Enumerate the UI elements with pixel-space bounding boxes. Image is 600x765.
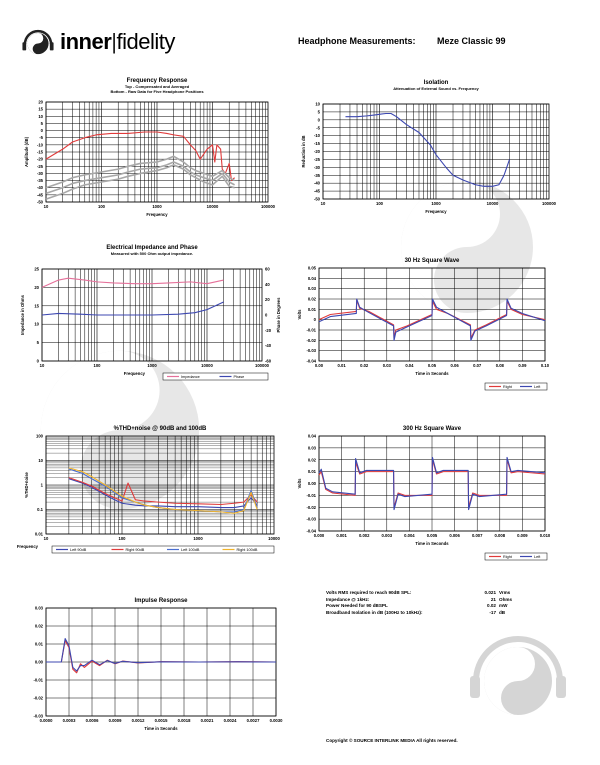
x-tick-label: 0.0006: [85, 718, 99, 723]
chart-svg: [300, 80, 590, 220]
y-axis-label: Impedance in Ohms: [20, 295, 25, 335]
legend: [52, 546, 274, 553]
chart-svg: [0, 592, 290, 742]
spec-value: 21: [490, 596, 496, 602]
y-tick-label: 0.05: [307, 265, 316, 271]
legend-label: Right 100dB: [236, 548, 258, 552]
y-tick-label: -50: [313, 196, 320, 202]
y-tick-label: 1: [40, 482, 43, 488]
y-tick-label: -25: [36, 163, 43, 169]
x-axis-label: Time in Seconds: [144, 726, 178, 731]
y-tick-label: -20: [36, 156, 43, 162]
x-axis-label: Time in Seconds: [415, 541, 449, 546]
y2-tick-label: -40: [265, 343, 272, 349]
legend-label: Left: [534, 385, 541, 389]
y-tick-label: -10: [36, 142, 43, 148]
x-axis-label: Time in Seconds: [415, 371, 449, 376]
y-tick-label: -45: [36, 192, 43, 198]
spec-value: 0.021: [484, 590, 496, 595]
y-tick-label: -0.03: [306, 516, 316, 522]
x-tick-label: 0.0003: [62, 718, 76, 723]
x-tick-label: 0.0000: [39, 718, 53, 723]
series-line: [42, 278, 224, 287]
x-tick-label: 0.04: [405, 363, 414, 368]
x-tick-label: 0.0015: [154, 718, 168, 723]
x-tick-label: 10: [43, 536, 49, 541]
x-tick-label: 0.0009: [108, 718, 122, 723]
legend-label: Left 100dB: [181, 548, 200, 552]
y-tick-label: 0: [313, 317, 316, 323]
x-tick-label: 0.0012: [131, 718, 145, 723]
spec-row: [326, 610, 512, 617]
y-tick-label: -40: [313, 180, 320, 186]
x-tick-label: 10: [39, 363, 45, 368]
spec-label: Impedance @ 1kHz:: [326, 596, 370, 602]
y-tick-label: -0.03: [33, 713, 43, 719]
x-tick-label: 0.0021: [200, 718, 214, 723]
x-tick-label: 10000: [201, 363, 213, 368]
y-tick-label: -0.03: [306, 348, 316, 354]
y-tick-label: 0.03: [307, 445, 316, 451]
isolation-chart: [300, 80, 590, 220]
series-line: [42, 302, 224, 315]
chart-subtitle: Bottom - Raw Data for Five Headphone Positions: [110, 89, 204, 94]
spec-label: Volts RMS required to reach 90dB SPL:: [326, 590, 412, 595]
x-tick-label: 0.10: [540, 363, 550, 368]
impedance-phase-chart: [0, 243, 290, 403]
chart-title: 30 Hz Square Wave: [404, 258, 460, 264]
x-tick-label: 0.07: [473, 363, 482, 368]
y-tick-label: -0.01: [33, 677, 43, 683]
chart-svg: [0, 243, 290, 403]
y-tick-label: -0.02: [306, 337, 316, 343]
y-tick-label: 0.01: [34, 531, 43, 537]
chart-title: Electrical Impedance and Phase: [106, 245, 198, 251]
y-tick-label: -0.04: [306, 528, 316, 534]
y-tick-label: 0.04: [307, 433, 316, 439]
x-tick-label: 10: [43, 204, 49, 209]
x-tick-label: 1000: [193, 536, 203, 541]
y-tick-label: -35: [36, 178, 43, 184]
chart-subtitle: Measured with 500 Ohm output impedance.: [110, 251, 194, 256]
legend-label: Impedance: [181, 375, 200, 379]
y-tick-label: 0.03: [34, 605, 43, 611]
y-tick-label: 20: [38, 99, 43, 105]
yin-yang-headphone-icon: [22, 28, 54, 56]
x-tick-label: 100000: [255, 363, 269, 368]
x-tick-label: 0.000: [313, 533, 325, 538]
x-tick-label: 0.08: [495, 363, 504, 368]
x-axis-label: Frequency: [425, 209, 447, 214]
x-tick-label: 100000: [542, 201, 556, 206]
x-axis-label: Frequency: [16, 544, 38, 549]
x-tick-label: 0.0030: [269, 718, 283, 723]
y2-tick-label: 40: [265, 281, 270, 287]
spec-unit: mW: [499, 603, 508, 609]
y-tick-label: 0.01: [34, 641, 43, 647]
legend-label: Right 90dB: [125, 548, 145, 552]
x-tick-label: 100: [93, 363, 101, 368]
y-tick-label: -0.01: [306, 492, 316, 498]
y-tick-label: -30: [313, 164, 320, 170]
x-tick-label: 0.06: [450, 363, 459, 368]
x-tick-label: 0.0018: [177, 718, 191, 723]
chart-title: Impulse Response: [134, 598, 188, 604]
x-tick-label: 100: [118, 536, 126, 541]
x-tick-label: 10000: [268, 536, 280, 541]
x-tick-label: 1000: [152, 204, 162, 209]
y-tick-label: -0.02: [306, 504, 316, 510]
spec-row: [326, 590, 512, 597]
x-tick-label: 10000: [486, 201, 499, 206]
y-tick-label: 0.01: [307, 306, 316, 312]
legend-label: Phase: [233, 375, 245, 379]
y2-axis-label: Phase in Degrees: [276, 297, 281, 333]
y-tick-label: -40: [36, 185, 43, 191]
x-tick-label: 0.008: [494, 533, 506, 538]
spec-unit: Vrms: [499, 590, 511, 595]
measurements-label: Headphone Measurements:: [298, 36, 416, 46]
x-tick-label: 0.003: [381, 533, 393, 538]
y2-tick-label: -60: [265, 358, 272, 364]
y-tick-label: -10: [313, 133, 320, 139]
legend-label: Left: [534, 555, 541, 559]
legend-label: Right: [503, 385, 512, 389]
chart-title: Frequency Response: [126, 78, 188, 84]
chart-subtitle: Attenuation of External Sound vs. Frequency: [393, 86, 479, 91]
y-tick-label: 0.00: [34, 659, 43, 665]
specs-table: [326, 590, 512, 616]
y-tick-label: -15: [36, 149, 43, 155]
y-tick-label: -0.01: [306, 327, 316, 333]
x-tick-label: 0.005: [426, 533, 438, 538]
watermark-logo-icon: [468, 626, 568, 726]
grid: [46, 436, 274, 534]
spec-row: [326, 603, 512, 610]
y-tick-label: 25: [34, 266, 39, 272]
y-tick-label: 0.00: [307, 481, 316, 486]
y-tick-label: 10: [34, 321, 39, 327]
x-tick-label: 10: [320, 201, 326, 206]
x-tick-label: 0.010: [539, 533, 551, 538]
y-tick-label: 10: [315, 101, 320, 107]
y-tick-label: -5: [316, 125, 320, 131]
y-tick-label: -50: [36, 199, 43, 205]
y-tick-label: 0.04: [307, 275, 316, 281]
x-tick-label: 0.00: [314, 363, 324, 368]
y-tick-label: 5: [36, 340, 39, 346]
x-tick-label: 0.01: [337, 363, 346, 368]
y-tick-label: -30: [36, 170, 43, 176]
x-tick-label: 0.006: [449, 533, 460, 538]
x-tick-label: 0.09: [518, 363, 527, 368]
y-tick-label: -15: [313, 141, 320, 147]
y-tick-label: 0.02: [34, 623, 43, 629]
y-tick-label: 0.02: [307, 457, 316, 463]
y-axis-label: Volts: [297, 309, 302, 320]
x-tick-label: 100: [98, 204, 105, 209]
legend: [163, 373, 268, 380]
y-tick-label: 0.03: [307, 286, 316, 292]
x-axis-label: Frequency: [123, 371, 145, 376]
thd-noise-chart: [0, 420, 290, 570]
legend: [485, 383, 547, 390]
x-tick-label: 0.009: [517, 533, 528, 538]
y-tick-label: -5: [39, 135, 43, 141]
x-tick-label: 0.02: [360, 363, 369, 368]
x-tick-label: 0.0024: [223, 718, 237, 723]
model-name: Meze Classic 99: [437, 36, 506, 46]
x-tick-label: 0.004: [404, 533, 415, 538]
x-tick-label: 0.002: [358, 533, 370, 538]
spec-label: Power Needed for 90 dBSPL: [326, 603, 388, 609]
y-tick-label: 10: [38, 113, 43, 119]
copyright-text: Copyright © SOURCE INTERLINK MEDIA All rights reserved.: [326, 738, 458, 743]
brand-logo: [22, 24, 175, 60]
y-axis-label: Amplitude (dB): [24, 136, 29, 168]
spec-unit: Ohms: [499, 596, 513, 602]
x-tick-label: 0.0027: [246, 718, 260, 723]
y2-tick-label: 0: [265, 312, 268, 318]
legend: [485, 553, 547, 560]
y2-tick-label: 60: [265, 266, 270, 272]
chart-svg: [0, 72, 290, 222]
spec-value: 0.02: [487, 603, 496, 609]
y-tick-label: -0.04: [306, 358, 316, 364]
y-axis-label: %THD+noise: [24, 472, 29, 498]
y-tick-label: -25: [313, 156, 320, 162]
spec-value: -17: [489, 609, 496, 615]
y-tick-label: 0: [317, 117, 320, 123]
chart-title: %THD+noise @ 90dB and 100dB: [113, 426, 207, 432]
chart-title: Isolation: [423, 80, 449, 86]
x-tick-label: 10000: [206, 204, 219, 209]
chart-svg: [0, 420, 290, 570]
brand-name: inner|fidelity: [60, 29, 175, 54]
y-tick-label: 15: [34, 303, 39, 309]
x-axis-label: Frequency: [146, 212, 168, 217]
y-tick-label: 10: [38, 458, 43, 463]
x-tick-label: 0.007: [471, 533, 483, 538]
spec-unit: dB: [499, 609, 506, 615]
y-tick-label: 5: [317, 109, 320, 115]
x-tick-label: 0.001: [336, 533, 347, 538]
legend-label: Left 90dB: [70, 548, 87, 552]
y-tick-label: -0.02: [33, 695, 43, 701]
spec-label: Broadband Isolation in dB (100Hz to 10kHz):: [326, 609, 423, 615]
y-tick-label: 0.01: [307, 469, 316, 475]
chart-svg: [297, 420, 590, 570]
legend-label: Right: [503, 555, 512, 559]
grid: [323, 104, 549, 199]
y-tick-label: -20: [313, 149, 320, 154]
chart-subtitle: Top - Compensated and Averaged: [124, 84, 190, 89]
y2-tick-label: -20: [265, 327, 272, 333]
x-tick-label: 100000: [261, 204, 275, 209]
x-tick-label: 0.03: [382, 363, 391, 368]
y-tick-label: 15: [38, 106, 43, 112]
x-tick-label: 0.05: [427, 363, 437, 368]
x-tick-label: 1000: [431, 201, 441, 206]
square-wave-30hz-chart: [297, 252, 590, 402]
y-tick-label: 0.1: [37, 507, 43, 512]
square-wave-300hz-chart: [297, 420, 590, 570]
y2-tick-label: 20: [265, 297, 270, 303]
y-tick-label: -45: [313, 188, 320, 194]
spec-row: [326, 597, 512, 604]
chart-svg: [297, 252, 590, 402]
y-tick-label: 0: [40, 128, 43, 134]
x-tick-label: 100: [376, 201, 383, 206]
y-axis-label: Reduction in dB: [301, 135, 306, 168]
frequency-response-chart: [0, 72, 290, 222]
chart-title: 300 Hz Square Wave: [402, 426, 462, 432]
y-tick-label: -35: [313, 172, 320, 178]
impulse-response-chart: [0, 592, 290, 742]
y-axis-label: Volts: [297, 478, 302, 489]
y-tick-label: 0.02: [307, 296, 316, 302]
y-tick-label: 5: [40, 120, 43, 126]
y-tick-label: 0: [36, 358, 39, 364]
x-tick-label: 1000: [147, 363, 157, 368]
y-tick-label: 100: [36, 433, 43, 439]
y-tick-label: 20: [34, 284, 39, 290]
